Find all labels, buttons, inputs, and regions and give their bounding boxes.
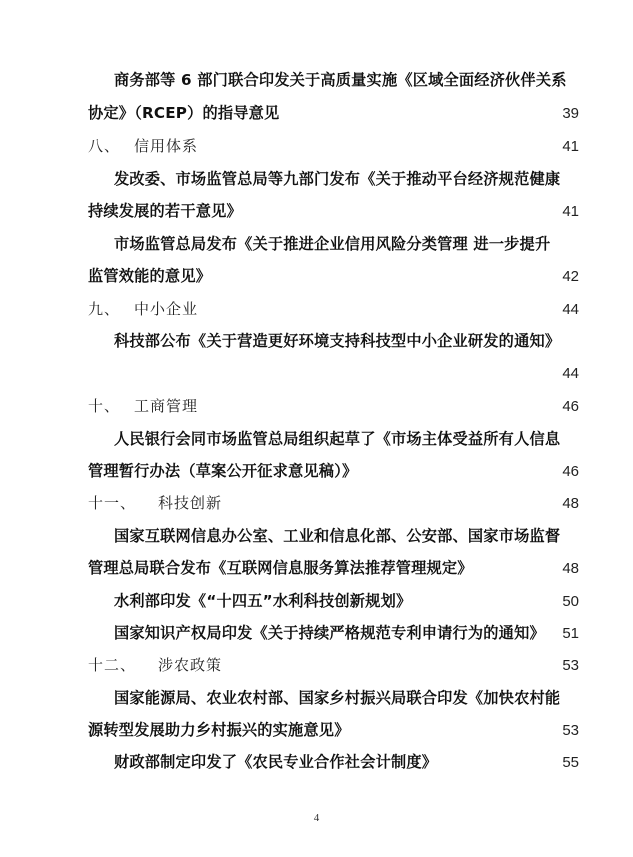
toc-item-algorithm-line-2: 管理总局联合发布《互联网信息服务算法推荐管理规定》 [88, 559, 473, 577]
page-footer-number: 4 [313, 812, 320, 824]
toc-item-platform-economy-line-2: 持续发展的若干意见》 [88, 202, 242, 220]
toc-page-number: 39 [562, 105, 579, 122]
section-number: 十二、 [88, 656, 137, 674]
toc-page-number: 53 [562, 657, 579, 674]
toc-page-number: 55 [562, 754, 579, 771]
section-number: 十一、 [88, 494, 137, 512]
toc-item-rural-energy-line-2: 源转型发展助力乡村振兴的实施意见》 [88, 721, 350, 739]
toc-item-rcep-line-1: 商务部等 6 部门联合印发关于高质量实施《区域全面经济伙伴关系 [114, 71, 567, 89]
section-title-agriculture: 涉农政策 [158, 656, 223, 674]
toc-item-beneficial-owner-line-2: 管理暂行办法（草案公开征求意见稿）》 [88, 462, 358, 480]
toc-item-algorithm-line-1: 国家互联网信息办公室、工业和信息化部、公安部、国家市场监督 [114, 527, 561, 545]
toc-page-number: 44 [562, 365, 579, 382]
toc-page-number: 41 [562, 138, 579, 155]
toc-page-number: 46 [562, 398, 579, 415]
toc-page-number: 53 [562, 722, 579, 739]
toc-item-patent: 国家知识产权局印发《关于持续严格规范专利申请行为的通知》 [114, 624, 545, 642]
toc-page-number: 51 [562, 625, 579, 642]
toc-page-number: 42 [562, 268, 579, 285]
section-number: 十、 [88, 397, 121, 415]
toc-item-credit-risk-line-2: 监管效能的意见》 [88, 267, 212, 285]
toc-item-cooperative-accounting: 财政部制定印发了《农民专业合作社会计制度》 [114, 753, 438, 771]
toc-item-platform-economy-line-1: 发改委、市场监管总局等九部门发布《关于推动平台经济规范健康 [114, 170, 561, 188]
section-number: 九、 [88, 300, 121, 318]
section-title-tech-innovation: 科技创新 [158, 494, 223, 512]
toc-page-number: 41 [562, 203, 579, 220]
toc-page-number: 48 [562, 495, 579, 512]
section-title-business-admin: 工商管理 [134, 397, 199, 415]
toc-item-water-tech: 水利部印发《“十四五”水利科技创新规划》 [114, 592, 412, 610]
section-title-smes: 中小企业 [134, 300, 199, 318]
toc-item-beneficial-owner-line-1: 人民银行会同市场监管总局组织起草了《市场主体受益所有人信息 [114, 430, 561, 448]
toc-page-number: 46 [562, 463, 579, 480]
toc-item-rural-energy-line-1: 国家能源局、农业农村部、国家乡村振兴局联合印发《加快农村能 [114, 689, 561, 707]
toc-item-credit-risk-line-1: 市场监管总局发布《关于推进企业信用风险分类管理 进一步提升 [114, 235, 551, 253]
section-title-credit-system: 信用体系 [134, 137, 199, 155]
toc-page-number: 50 [562, 593, 579, 610]
section-number: 八、 [88, 137, 121, 155]
toc-page-number: 48 [562, 560, 579, 577]
toc-item-tech-smes-line-1: 科技部公布《关于营造更好环境支持科技型中小企业研发的通知》 [114, 332, 561, 350]
toc-page-number: 44 [562, 301, 579, 318]
toc-item-rcep-line-2: 协定》（RCEP）的指导意见 [88, 104, 280, 122]
